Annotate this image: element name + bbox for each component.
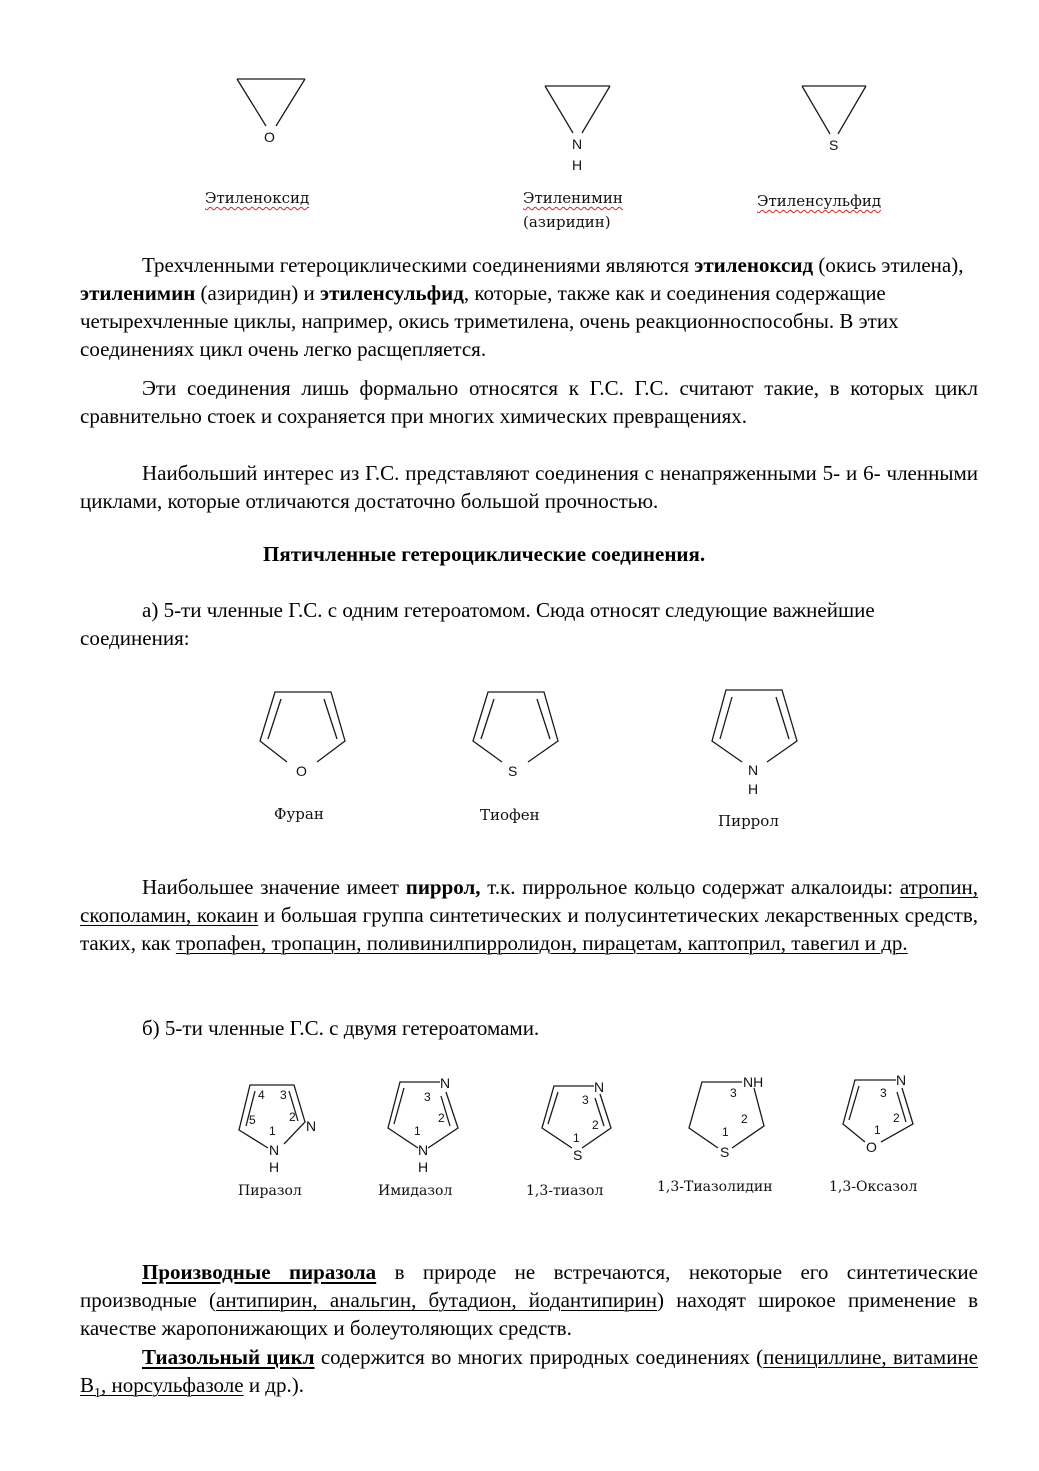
caption-pyrrole: Пиррол <box>718 812 779 830</box>
atom-h: H <box>269 1159 280 1175</box>
ring-number-1: 1 <box>874 1123 881 1137</box>
ring-number-1: 1 <box>414 1124 421 1138</box>
caption-furan: Фуран <box>274 805 324 823</box>
caption-ethyleneimine: Этиленимин <box>523 189 623 207</box>
atom-n2: N <box>306 1118 317 1134</box>
atom-n1: N <box>418 1142 429 1158</box>
ring-number-2: 2 <box>741 1112 748 1126</box>
atom-s: S <box>720 1144 730 1160</box>
caption-thiophene: Тиофен <box>480 806 540 824</box>
atom-n1: N <box>269 1142 280 1158</box>
ring-number-2: 2 <box>438 1111 445 1125</box>
atom-o: O <box>866 1139 877 1155</box>
ring-number-3: 3 <box>424 1090 431 1104</box>
atom-o: O <box>296 763 307 779</box>
paragraph-two-heteroatoms: б) 5-ти членные Г.С. с двумя гетероатомами. <box>142 1016 540 1040</box>
atom-n: N <box>572 136 583 152</box>
pyrazole-structure <box>239 1085 316 1175</box>
ring-number-4: 4 <box>258 1088 265 1102</box>
atom-h: H <box>572 157 583 173</box>
ring-number-1: 1 <box>269 1124 276 1138</box>
ring-number-5: 5 <box>249 1113 256 1127</box>
atom-s: S <box>829 137 839 153</box>
paragraph-interest: Наибольший интерес из Г.С. представляют соединения с ненапряженными 5- и 6- членными циклами, которые отличаются достаточно большой прочностью. <box>80 461 978 513</box>
ring-number-3: 3 <box>582 1093 589 1107</box>
ring-number-1: 1 <box>573 1131 580 1145</box>
atom-n3: N <box>440 1075 451 1091</box>
imidazole-structure <box>388 1075 458 1175</box>
atom-n: N <box>748 762 759 778</box>
ring-number-1: 1 <box>722 1125 729 1139</box>
caption-aziridine: (азиридин) <box>523 213 611 231</box>
paragraph-thiazole-cycle: Тиазольный цикл содержится во многих природных соединениях (пенициллине, витамине $В_1$, норсульфазоле и др.). <box>80 1345 978 1402</box>
caption-pyrazole: Пиразол <box>238 1183 302 1199</box>
paragraph-one-heteroatom: а) 5-ти членные Г.С. с одним гетероатомом. Сюда относят следующие важнейшие соединения: <box>80 598 875 650</box>
caption-oxazole: 1,3-Оксазол <box>829 1179 918 1195</box>
oxazole-structure <box>843 1072 913 1155</box>
ring-number-3: 3 <box>880 1086 887 1100</box>
thiazolidine-structure <box>689 1074 764 1160</box>
thiazole-structure <box>542 1079 611 1163</box>
atom-h: H <box>748 781 759 797</box>
atom-n: N <box>896 1072 907 1088</box>
paragraph-pyrazole-derivatives: Производные пиразола в природе не встречаются, некоторые его синтетические производные (антипирин, анальгин, бутадион, йодантипирин) находят широкое применение в качестве жаропонижающих и болеутоляющих средств. <box>80 1260 979 1340</box>
paragraph-formal-hetero: Эти соединения лишь формально относятся к Г.С. Г.С. считают такие, в которых цикл сравнительно стоек и сохраняется при многих химических превращениях. <box>80 376 978 428</box>
caption-ethylene-sulfide: Этиленсульфид <box>757 192 882 210</box>
ring-number-3: 3 <box>730 1086 737 1100</box>
caption-thiazolidine: 1,3-Тиазолидин <box>657 1179 773 1195</box>
ring-number-2: 2 <box>592 1118 599 1132</box>
section-heading: Пятичленные гетероциклические соединения. <box>263 542 706 566</box>
ring-number-2: 2 <box>289 1110 296 1124</box>
atom-nh: NH <box>743 1074 764 1090</box>
atom-o: O <box>264 129 275 145</box>
caption-thiazole: 1,3-тиазол <box>526 1183 604 1199</box>
paragraph-three-membered: Трехчленными гетероциклическими соединениями являются этиленоксид (окись этилена), этиленимин (азиридин) и этиленсульфид, которые, также как и соединения содержащие четырехчленные циклы, например, окись триметилена, очень реакционноспособны. В этих соединениях цикл очень легко расщепляется. <box>80 253 964 361</box>
paragraph-pyrrole: Наибольшее значение имеет пиррол, т.к. пиррольное кольцо содержат алкалоиды: атропин, скополамин, кокаин и большая группа синтетических и полусинтетических лекарственных средств, таких, как тропафен, тропацин, поливинилпирролидон, пирацетам, каптоприл, тавегил и др. <box>80 875 978 955</box>
ring-number-2: 2 <box>893 1111 900 1125</box>
caption-imidazole: Имидазол <box>378 1183 453 1199</box>
atom-s: S <box>508 763 518 779</box>
ring-number-3: 3 <box>280 1088 287 1102</box>
caption-ethylene-oxide: Этиленоксид <box>205 189 310 207</box>
atom-s: S <box>573 1147 583 1163</box>
atom-n: N <box>594 1079 605 1095</box>
atom-h: H <box>418 1159 429 1175</box>
